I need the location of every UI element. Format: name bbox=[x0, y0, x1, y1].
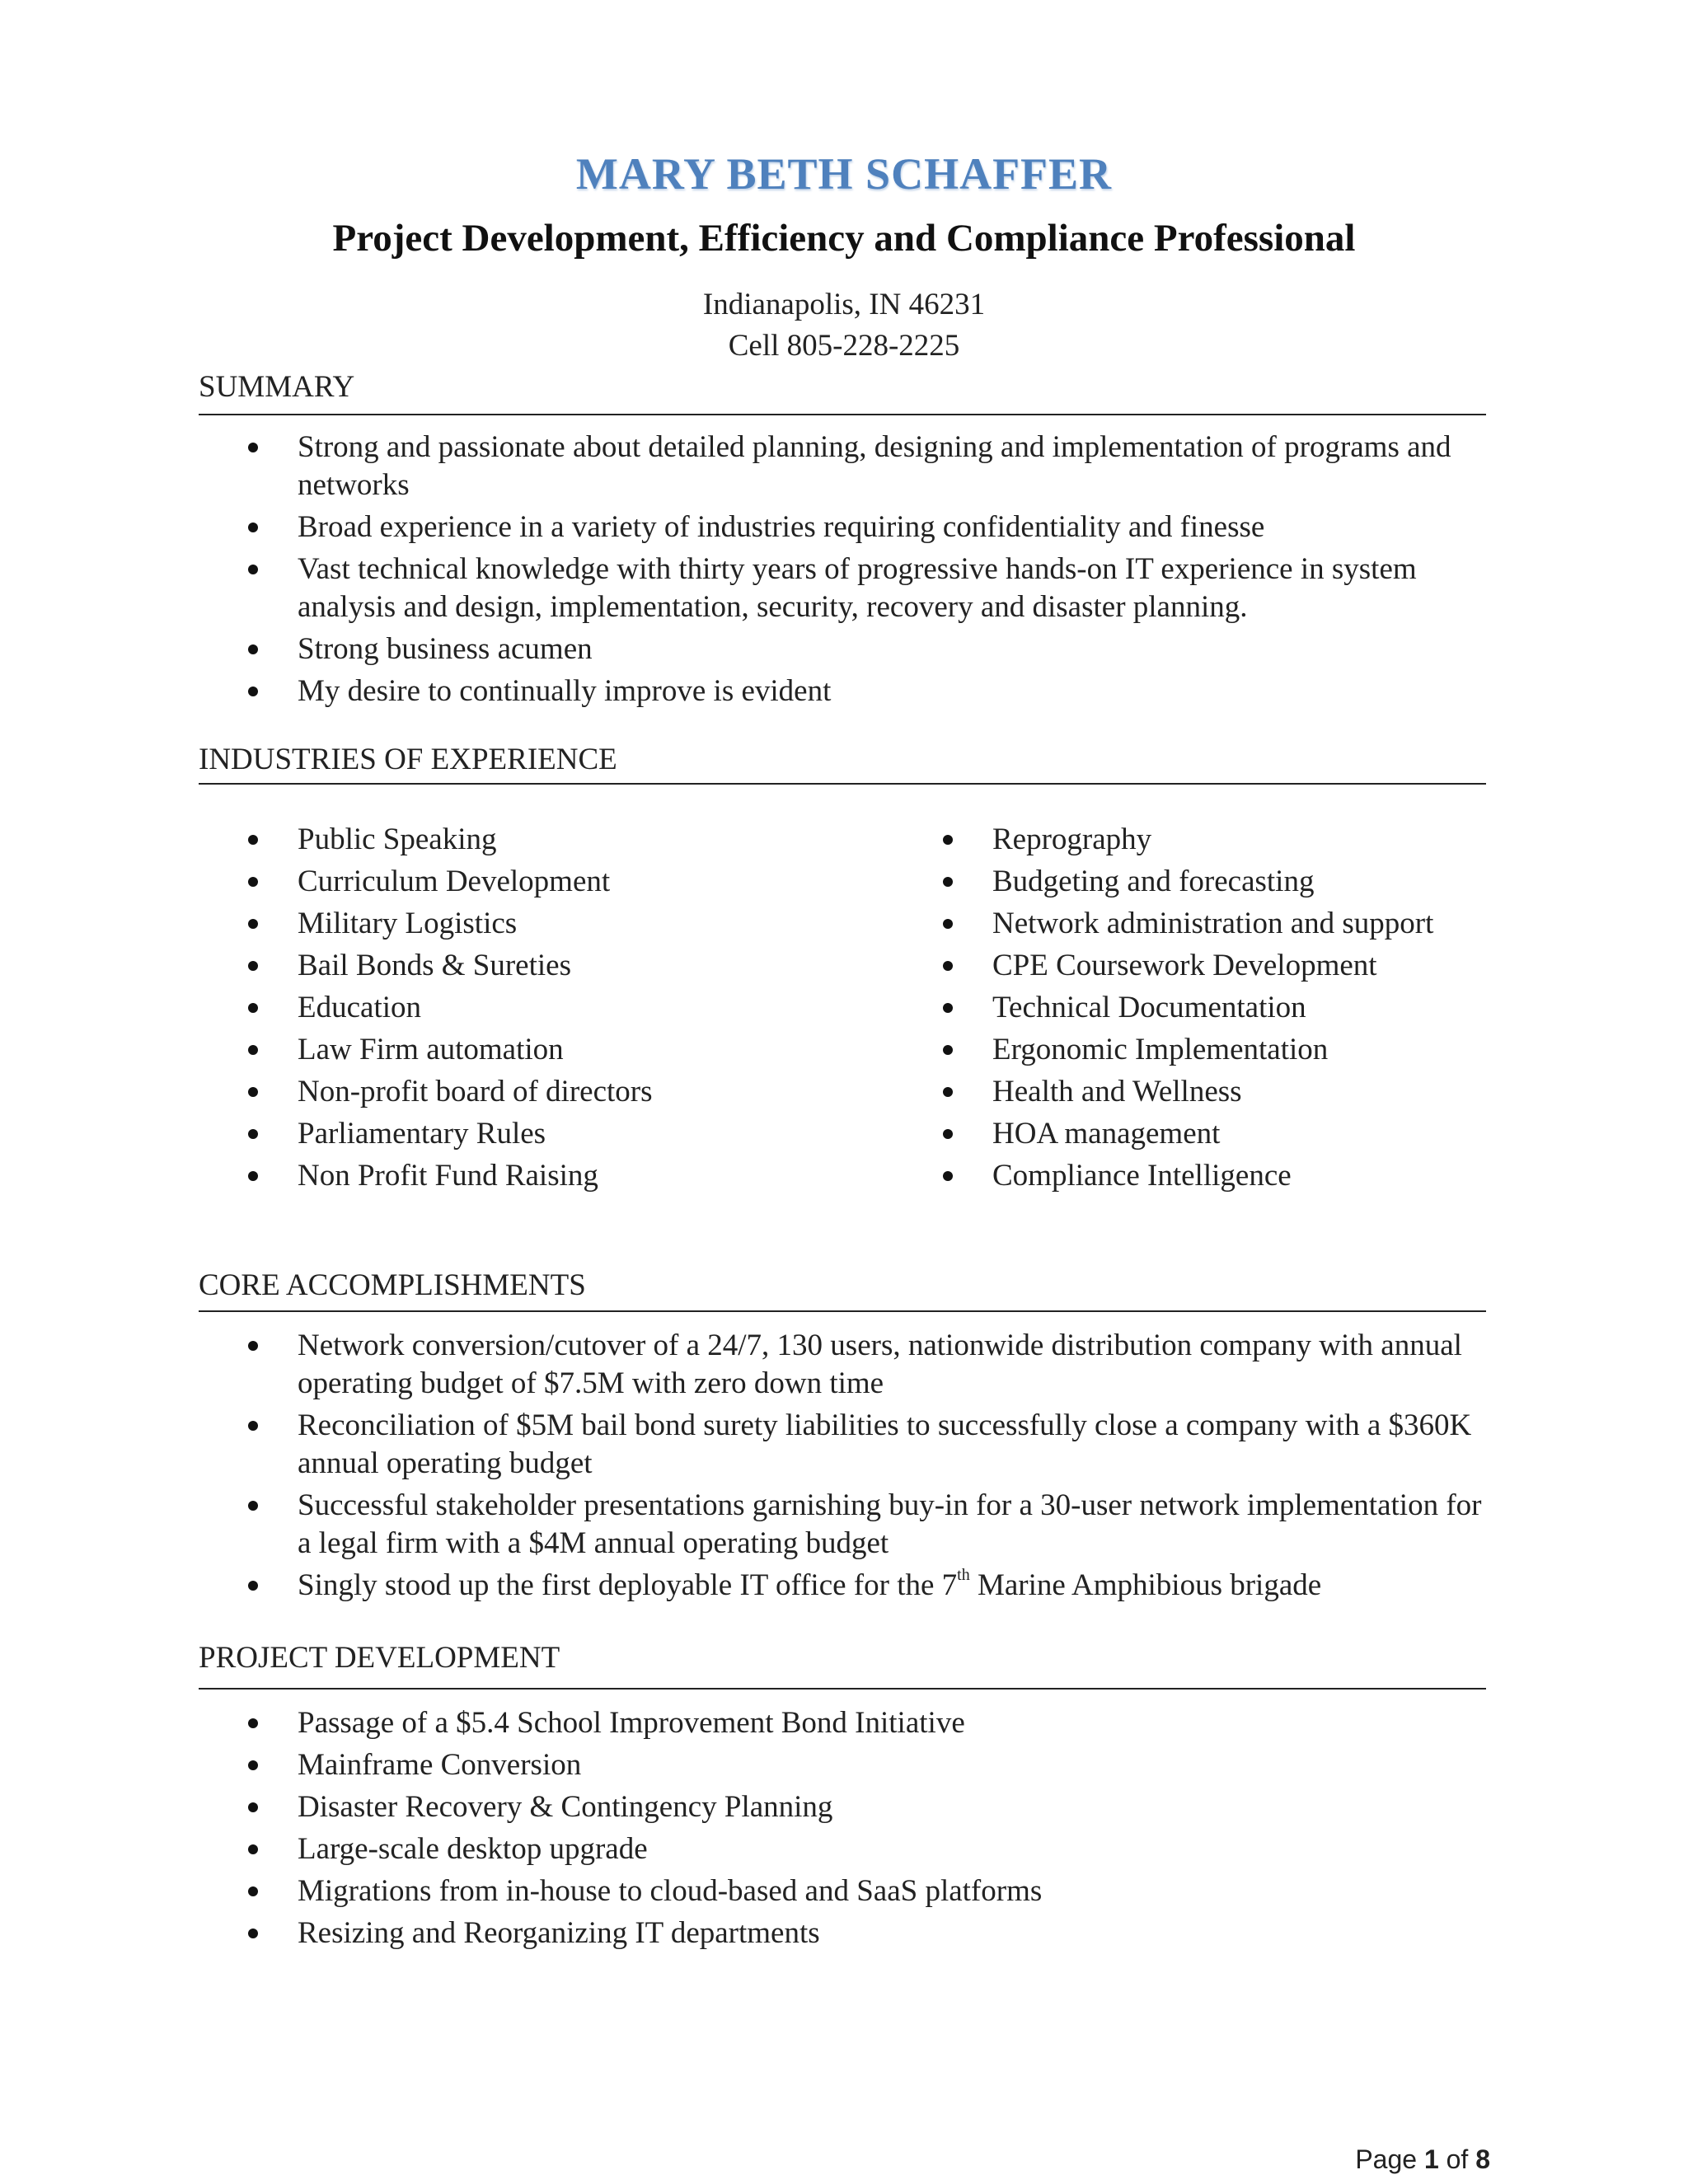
professional-headline: Project Development, Efficiency and Compliance Professional bbox=[332, 217, 1356, 260]
bullet-icon bbox=[248, 1129, 258, 1139]
bullet-icon bbox=[248, 919, 258, 929]
bullet-icon bbox=[943, 1003, 953, 1013]
list-item: Budgeting and forecasting bbox=[893, 863, 1553, 901]
location: Indianapolis, IN 46231 bbox=[702, 288, 986, 321]
bullet-icon bbox=[248, 1844, 258, 1854]
bullet-icon bbox=[943, 835, 953, 845]
list-item: Reprography bbox=[893, 821, 1553, 859]
section-divider bbox=[199, 1310, 1486, 1312]
list-item: Law Firm automation bbox=[199, 1031, 858, 1069]
section-title-summary: SUMMARY bbox=[199, 370, 355, 404]
bullet-icon bbox=[943, 877, 953, 887]
bullet-icon bbox=[248, 1929, 258, 1938]
bullet-icon bbox=[248, 1886, 258, 1896]
list-item: Broad experience in a variety of industries requiring confidentiality and finesse bbox=[199, 509, 1484, 546]
list-item: Non-profit board of directors bbox=[199, 1073, 858, 1111]
bullet-icon bbox=[943, 1171, 953, 1181]
list-item: Bail Bonds & Sureties bbox=[199, 947, 858, 985]
list-item: Strong business acumen bbox=[199, 630, 1484, 668]
list-item: Migrations from in-house to cloud-based and SaaS platforms bbox=[199, 1872, 1484, 1910]
list-item: Non Profit Fund Raising bbox=[199, 1157, 858, 1195]
list-item: Mainframe Conversion bbox=[199, 1746, 1484, 1784]
list-item: Passage of a $5.4 School Improvement Bond Initiative bbox=[199, 1704, 1484, 1742]
list-item: Singly stood up the first deployable IT office for the 7th Marine Amphibious brigade bbox=[199, 1567, 1484, 1605]
summary-list bbox=[199, 429, 1484, 715]
bullet-icon bbox=[248, 565, 258, 574]
bullet-icon bbox=[248, 523, 258, 532]
page-footer bbox=[1355, 2144, 1490, 2175]
list-item: Technical Documentation bbox=[893, 989, 1553, 1027]
bullet-icon bbox=[248, 687, 258, 696]
list-item: Compliance Intelligence bbox=[893, 1157, 1553, 1195]
list-item: Resizing and Reorganizing IT departments bbox=[199, 1915, 1484, 1952]
list-item: HOA management bbox=[893, 1115, 1553, 1153]
bullet-icon bbox=[248, 1045, 258, 1055]
bullet-icon bbox=[248, 1581, 258, 1591]
list-item: Public Speaking bbox=[199, 821, 858, 859]
list-item: My desire to continually improve is evident bbox=[199, 673, 1484, 710]
section-divider bbox=[199, 1688, 1486, 1690]
section-title-industries: INDUSTRIES OF EXPERIENCE bbox=[199, 743, 617, 776]
list-item: Network conversion/cutover of a 24/7, 130 users, nationwide distribution company with annual operating budget of $7.5M with zero down time bbox=[199, 1327, 1484, 1403]
bullet-icon bbox=[943, 1087, 953, 1097]
bullet-icon bbox=[248, 961, 258, 971]
list-item: Reconciliation of $5M bail bond surety liabilities to successfully close a company with a $360K annual operating budget bbox=[199, 1407, 1484, 1483]
list-item: Ergonomic Implementation bbox=[893, 1031, 1553, 1069]
section-divider bbox=[199, 414, 1486, 415]
bullet-icon bbox=[943, 1129, 953, 1139]
list-item: Network administration and support bbox=[893, 905, 1553, 943]
list-item: Education bbox=[199, 989, 858, 1027]
list-item: Strong and passionate about detailed planning, designing and implementation of programs and networks bbox=[199, 429, 1484, 504]
page-number: 1 bbox=[1423, 2144, 1439, 2174]
list-item: Vast technical knowledge with thirty years of progressive hands-on IT experience in system analysis and design, implementation, security, recovery and disaster planning. bbox=[199, 551, 1484, 626]
section-title-accomplishments: CORE ACCOMPLISHMENTS bbox=[199, 1268, 586, 1302]
bullet-icon bbox=[943, 961, 953, 971]
bullet-icon bbox=[248, 443, 258, 452]
bullet-icon bbox=[248, 644, 258, 654]
bullet-icon bbox=[248, 1087, 258, 1097]
list-item: CPE Coursework Development bbox=[893, 947, 1553, 985]
section-title-projects: PROJECT DEVELOPMENT bbox=[199, 1641, 560, 1675]
page-label: Page bbox=[1355, 2144, 1418, 2174]
list-item: Large-scale desktop upgrade bbox=[199, 1830, 1484, 1868]
list-item: Health and Wellness bbox=[893, 1073, 1553, 1111]
section-divider bbox=[199, 783, 1486, 785]
accomplishments-list bbox=[199, 1327, 1484, 1609]
list-item: Military Logistics bbox=[199, 905, 858, 943]
of-label: of bbox=[1446, 2144, 1469, 2174]
bullet-icon bbox=[248, 1802, 258, 1812]
bullet-icon bbox=[248, 1718, 258, 1728]
bullet-icon bbox=[943, 919, 953, 929]
page-total: 8 bbox=[1475, 2144, 1490, 2174]
bullet-icon bbox=[248, 1501, 258, 1511]
bullet-icon bbox=[248, 1003, 258, 1013]
candidate-name: MARY BETH SCHAFFER bbox=[575, 149, 1113, 199]
list-item: Curriculum Development bbox=[199, 863, 858, 901]
bullet-icon bbox=[943, 1045, 953, 1055]
bullet-icon bbox=[248, 835, 258, 845]
bullet-icon bbox=[248, 877, 258, 887]
list-item: Parliamentary Rules bbox=[199, 1115, 858, 1153]
industries-right-list bbox=[893, 821, 1553, 1199]
projects-list bbox=[199, 1704, 1484, 1957]
bullet-icon bbox=[248, 1341, 258, 1351]
phone: Cell 805-228-2225 bbox=[728, 329, 960, 363]
list-item: Successful stakeholder presentations garnishing buy-in for a 30-user network implementation for a legal firm with a $4M annual operating budget bbox=[199, 1487, 1484, 1563]
bullet-icon bbox=[248, 1760, 258, 1770]
bullet-icon bbox=[248, 1421, 258, 1431]
list-item: Disaster Recovery & Contingency Planning bbox=[199, 1788, 1484, 1826]
bullet-icon bbox=[248, 1171, 258, 1181]
industries-left-list bbox=[199, 821, 858, 1199]
